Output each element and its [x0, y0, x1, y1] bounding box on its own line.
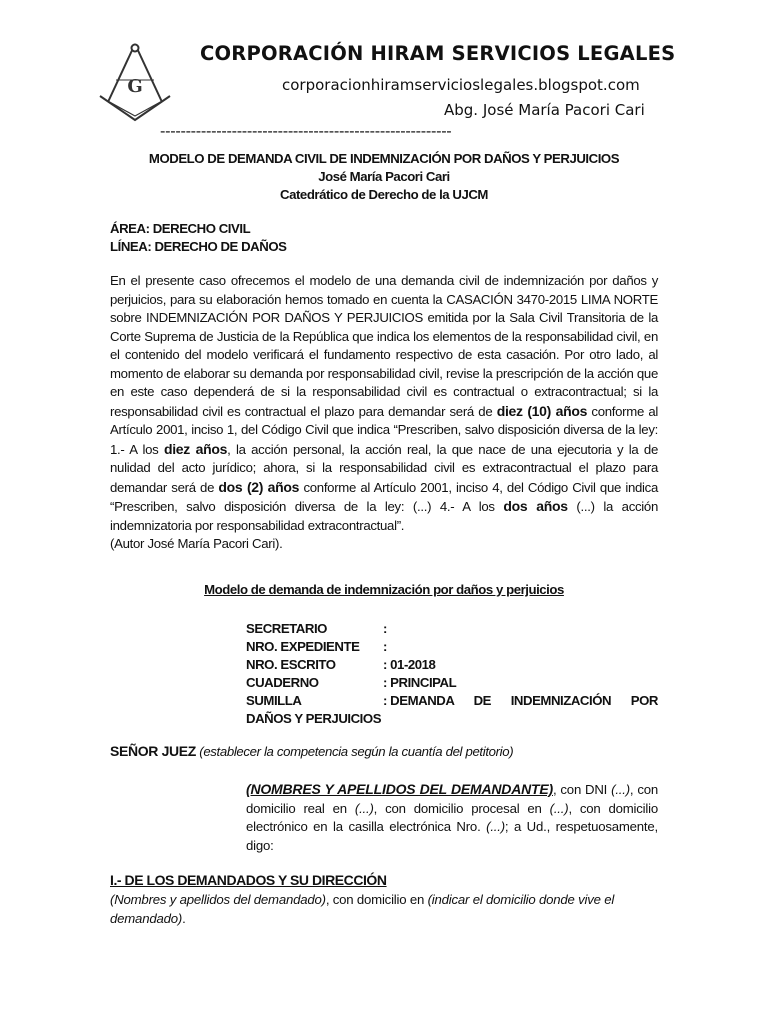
intro-paragraph	[110, 272, 658, 554]
caption-sumilla-continuation: DAÑOS Y PERJUICIOS	[246, 711, 382, 726]
section-placeholder: (indicar el domicilio donde vive el demandado)	[110, 892, 615, 926]
case-caption	[246, 620, 658, 728]
judge-address	[110, 743, 513, 759]
section-text: , con domicilio en	[325, 892, 428, 907]
caption-label: NRO. ESCRITO	[246, 657, 336, 672]
intro-credit: (Autor José María Pacori Cari).	[110, 536, 283, 551]
plaintiff-name: (NOMBRES Y APELLIDOS DEL DEMANDANTE)	[246, 781, 553, 797]
intro-bold-3: dos (2) años	[218, 478, 300, 495]
intro-text-3: , la acción personal, la acción real, la que nace de una ejecutoria y la de nulidad del acto jurídico; ahora, si la responsabilidad civil es extracontractual el plazo para demandar será de	[110, 441, 658, 495]
plaintiff-text: ; a Ud., respetuosamente, digo:	[246, 819, 658, 853]
section-text: .	[182, 910, 186, 926]
intro-text-1: En el presente caso ofrecemos el modelo de una demanda civil de indemnización por daños y perjuicios, para su elaboración hemos tomado en cuenta la CASACIÓN 3470-2015 LIMA NORTE sobre INDEMNIZACIÓN POR DAÑOS Y PERJUICIOS emitida por la Sala Civil Transitoria de la Corte Suprema de Justicia de la República que indica los elementos de la responsabilidad civil, en el contenido del modelo verificará el fundamento respectivo de esta casación. Por otro lado, al momento de elaborar su demanda por responsabilidad civil, revise la prescripción de la acción que en este caso dependerá de si la responsabilidad civil es contractual o extracontractual; si la responsabilidad civil es contractual el plazo para demandar será de	[110, 273, 658, 419]
document-heading	[110, 150, 658, 204]
plaintiff-text: , con domicilio procesal en	[373, 800, 550, 816]
caption-label: CUADERNO	[246, 675, 319, 690]
plaintiff-placeholder: (...)	[549, 800, 569, 816]
intro-text-5: (...) la acción indemnizatoria por responsabilidad extracontractual”.	[110, 499, 658, 533]
intro-text-2: conforme al Artículo 2001, inciso 1, del Código Civil que indica “Prescriben, salvo disposición diversa de la ley: 1.- A los	[110, 403, 658, 457]
firm-blog: corporacionhiramservicioslegales.blogspot.com	[282, 76, 640, 94]
caption-row: NRO. EXPEDIENTE :	[246, 639, 387, 654]
caption-label: NRO. EXPEDIENTE	[246, 639, 360, 654]
judge-label: SEÑOR JUEZ	[110, 743, 196, 759]
plaintiff-text: , con DNI	[552, 782, 612, 797]
firm-author: Abg. José María Pacori Cari	[444, 101, 645, 119]
plaintiff-paragraph	[246, 780, 658, 855]
plaintiff-placeholder: (...)	[611, 782, 630, 797]
masonic-square-compass-icon	[96, 40, 174, 122]
document-title: MODELO DE DEMANDA CIVIL DE INDEMNIZACIÓN POR DAÑOS Y PERJUICIOS	[148, 151, 620, 166]
document-author: José María Pacori Cari	[318, 169, 450, 184]
intro-bold-2: diez años	[163, 440, 228, 457]
plaintiff-placeholder: (...)	[486, 819, 505, 834]
caption-label: SUMILLA	[246, 693, 302, 708]
plaintiff-text: , con domicilio electrónico en la casilla electrónica Nro.	[246, 800, 659, 834]
plaintiff-text: , con domicilio real en	[246, 782, 658, 816]
logo-letter: G	[127, 76, 143, 97]
caption-label: SECRETARIO	[246, 621, 327, 636]
caption-value: DEMANDA DE INDEMNIZACIÓN POR	[390, 693, 658, 708]
caption-row: SECRETARIO :	[246, 621, 387, 636]
caption-row-sumilla: SUMILLA : DEMANDA DE INDEMNIZACIÓN POR	[246, 693, 658, 708]
intro-bold-4: dos años	[503, 498, 568, 514]
section-placeholder: (Nombres y apellidos del demandado)	[110, 892, 326, 907]
header-separator: ---------------------------------------------------------	[160, 122, 452, 140]
caption-row: NRO. ESCRITO : 01-2018	[246, 657, 436, 672]
intro-text-4: conforme al Artículo 2001, inciso 4, del Código Civil que indica “Prescriben, salvo disposición diversa de la ley: (...) 4.- A los	[110, 479, 658, 514]
area-label: ÁREA: DERECHO CIVIL	[110, 221, 251, 236]
intro-bold-1: diez (10) años	[496, 402, 588, 419]
line-label: LÍNEA: DERECHO DE DAÑOS	[110, 239, 287, 254]
caption-value: PRINCIPAL	[390, 675, 457, 690]
document-author-role: Catedrático de Derecho de la UJCM	[280, 187, 488, 202]
judge-note: (establecer la competencia según la cuantía del petitorio)	[195, 744, 514, 759]
area-block	[110, 220, 286, 256]
section-title: I.- DE LOS DEMANDADOS Y SU DIRECCIÓN	[110, 872, 387, 888]
section-body	[110, 891, 658, 928]
caption-value: 01-2018	[390, 657, 436, 672]
caption-row: CUADERNO : PRINCIPAL	[246, 675, 457, 690]
model-title: Modelo de demanda de indemnización por daños y perjuicios	[204, 582, 564, 597]
firm-name: CORPORACIÓN HIRAM SERVICIOS LEGALES	[200, 42, 676, 65]
plaintiff-placeholder: (...)	[354, 800, 374, 816]
